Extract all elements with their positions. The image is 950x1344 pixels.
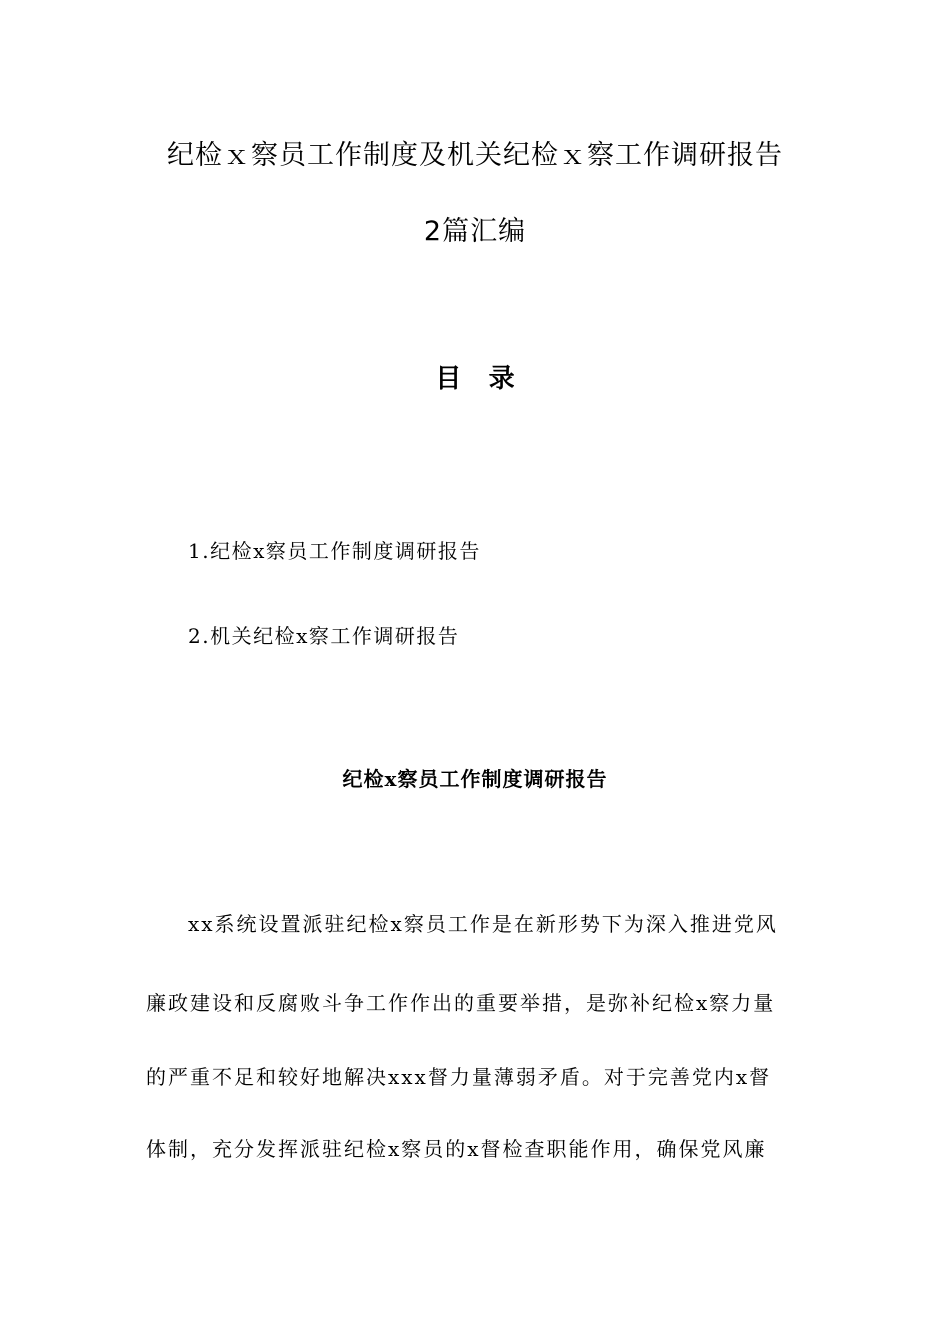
toc-item: 2.机关纪检x察工作调研报告 [188,624,460,648]
section-heading: 纪检x察员工作制度调研报告 [342,767,608,791]
paragraph-line: 廉政建设和反腐败斗争工作作出的重要举措，是弥补纪检x察力量 [146,991,776,1015]
document-subtitle: 2篇汇编 [423,216,527,247]
document-title: 纪检ｘ察员工作制度及机关纪检ｘ察工作调研报告 [167,140,783,171]
paragraph-line: 体制，充分发挥派驻纪检x察员的x督检查职能作用，确保党风廉 [146,1137,767,1161]
toc-heading: 目 录 [435,364,515,394]
paragraph-line: 的严重不足和较好地解决xxx督力量薄弱矛盾。对于完善党内x督 [146,1065,772,1089]
paragraph-line: xx系统设置派驻纪检x察员工作是在新形势下为深入推进党风 [188,912,778,936]
toc-item: 1.纪检x察员工作制度调研报告 [188,539,481,563]
